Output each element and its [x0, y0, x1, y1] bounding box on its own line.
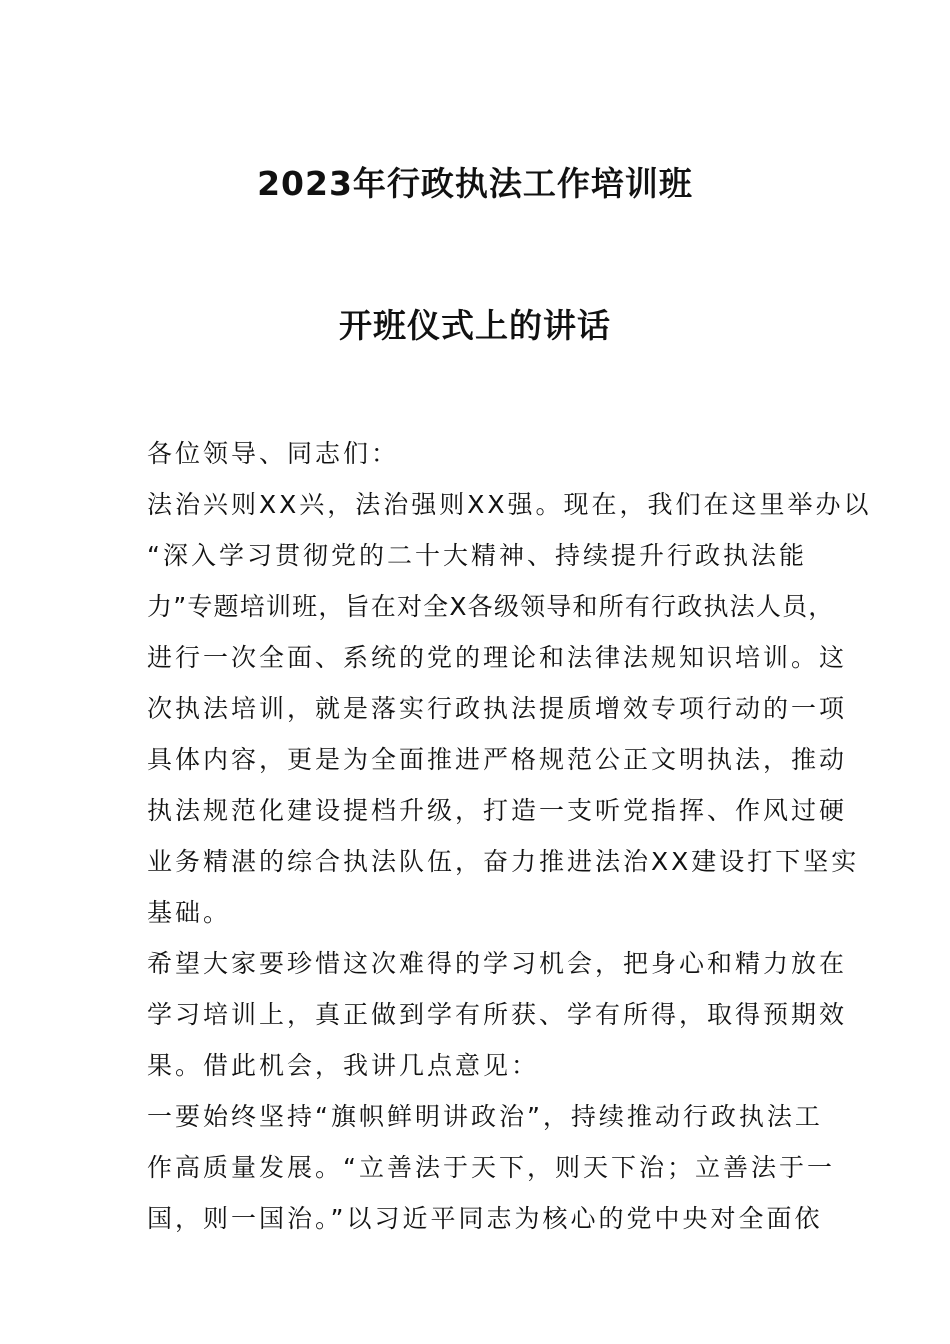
body-line: 作高质量发展。“立善法于天下，则天下治；立善法于一 — [147, 1153, 835, 1182]
body-line: “深入学习贯彻党的二十大精神、持续提升行政执法能 — [147, 541, 807, 570]
body-line: 具体内容，更是为全面推进严格规范公正文明执法，推动 — [147, 745, 848, 774]
document-title-line-2: 开班仪式上的讲话 — [339, 306, 611, 345]
document-body — [147, 428, 872, 1244]
body-line: 学习培训上，真正做到学有所获、学有所得，取得预期效 — [147, 1000, 848, 1029]
body-line: 业务精湛的综合执法队伍，奋力推进法治XX建设打下坚实 — [147, 847, 860, 876]
salutation: 各位领导、同志们： — [147, 439, 400, 468]
body-line: 法治兴则XX兴，法治强则XX强。现在，我们在这里举办以 — [147, 490, 872, 519]
body-line: 力”专题培训班，旨在对全X各级领导和所有行政执法人员， — [147, 592, 835, 621]
body-line: 果。借此机会，我讲几点意见： — [147, 1051, 540, 1080]
body-line: 一要始终坚持“旗帜鲜明讲政治”，持续推动行政执法工 — [147, 1102, 823, 1131]
document-title-line-1: 2023年行政执法工作培训班 — [257, 164, 693, 203]
body-line: 基础。 — [147, 898, 232, 927]
body-line: 次执法培训，就是落实行政执法提质增效专项行动的一项 — [147, 694, 848, 723]
body-line: 国，则一国治。”以习近平同志为核心的党中央对全面依 — [147, 1204, 823, 1233]
body-line: 希望大家要珍惜这次难得的学习机会，把身心和精力放在 — [147, 949, 848, 978]
body-line: 进行一次全面、系统的党的理论和法律法规知识培训。这 — [147, 643, 848, 672]
body-line: 执法规范化建设提档升级，打造一支听党指挥、作风过硬 — [147, 796, 848, 825]
